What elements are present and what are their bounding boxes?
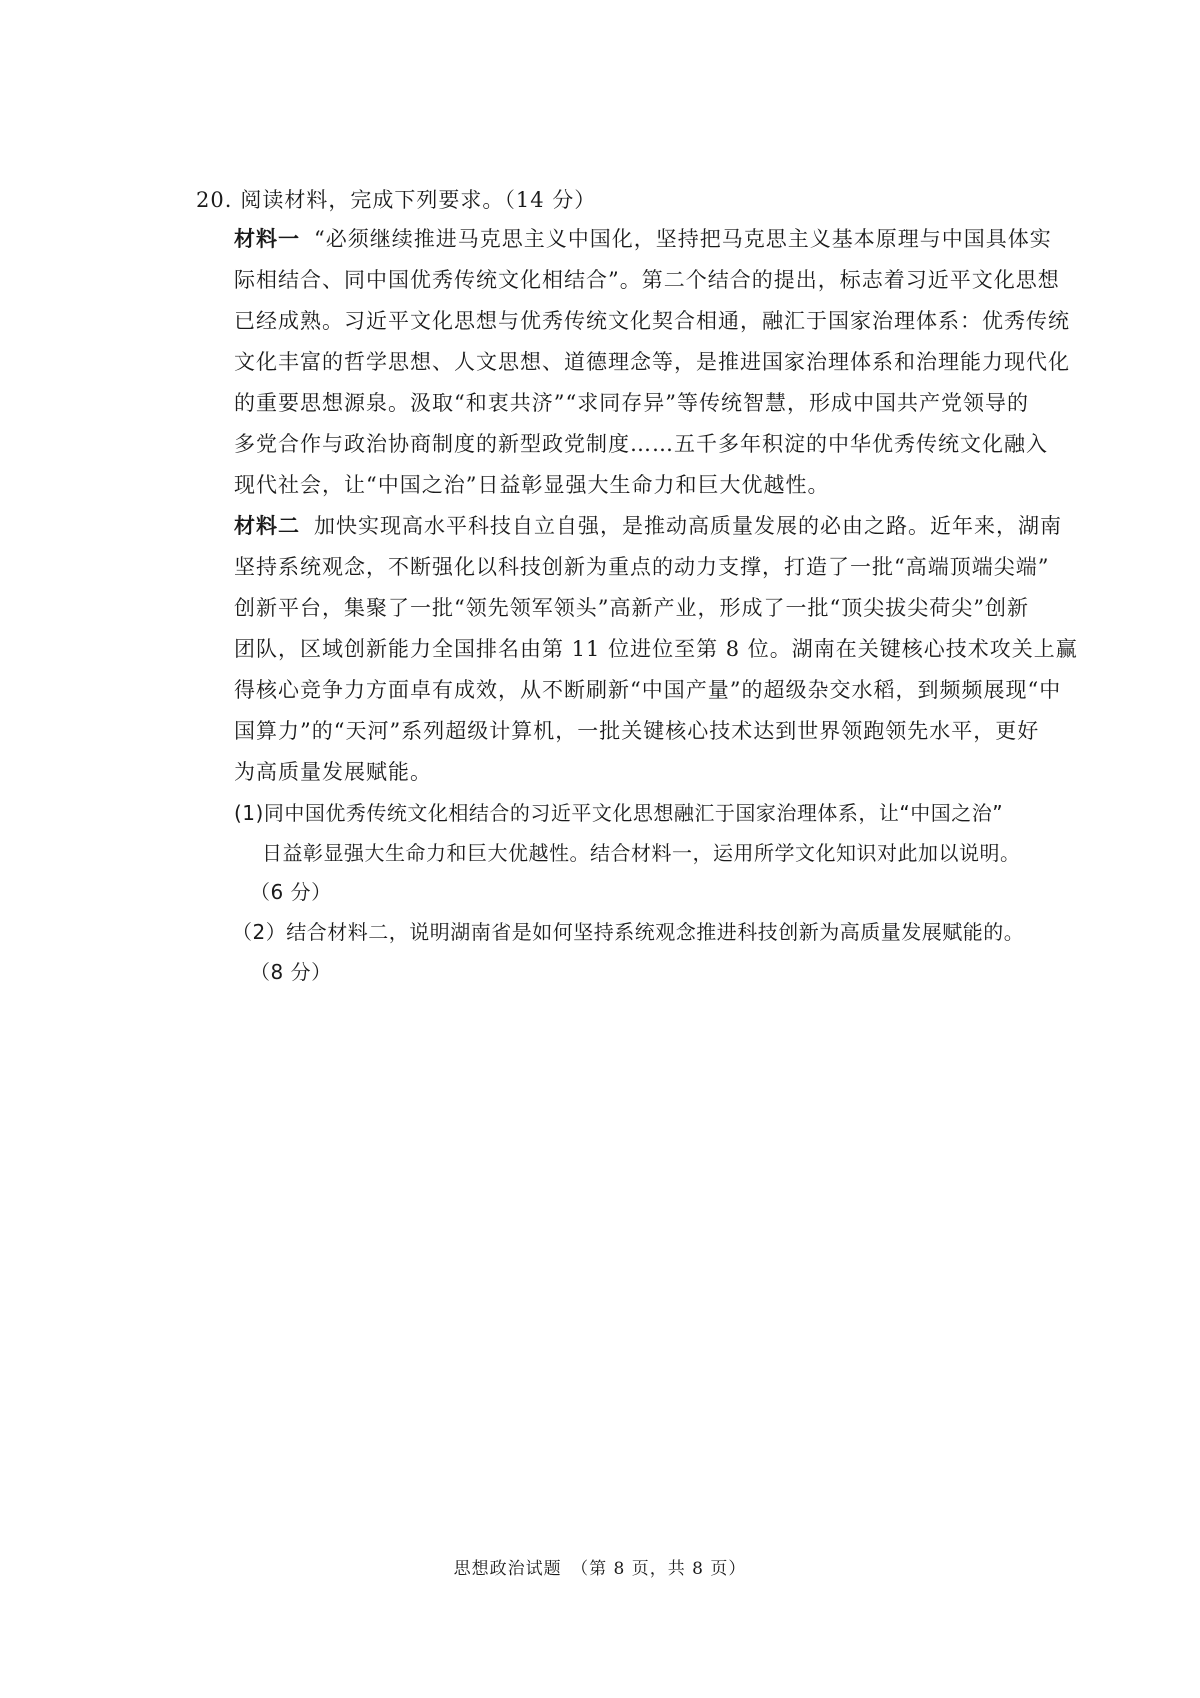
material1-label: 材料一 <box>234 227 300 251</box>
material2-line-5: 得核心竞争力方面卓有成效，从不断刷新“中国产量”的超级杂交水稻，到频频展现“中 <box>234 678 1062 702</box>
sub-question-2-points: （8 分） <box>250 960 332 984</box>
material2-line-2: 坚持系统观念，不断强化以科技创新为重点的动力支撑，打造了一批“高端顶端尖端” <box>234 555 1050 579</box>
material1-line-4: 文化丰富的哲学思想、人文思想、道德理念等，是推进国家治理体系和治理能力现代化 <box>234 350 1070 374</box>
material1-line-2: 际相结合、同中国优秀传统文化相结合”。第二个结合的提出，标志着习近平文化思想 <box>234 268 1060 292</box>
material1-line-3: 已经成熟。习近平文化思想与优秀传统文化契合相通，融汇于国家治理体系：优秀传统 <box>234 309 1070 333</box>
material1-line-5: 的重要思想源泉。汲取“和衷共济”“求同存异”等传统智慧，形成中国共产党领导的 <box>234 391 1029 415</box>
material1-line-6: 多党合作与政治协商制度的新型政党制度……五千多年积淀的中华优秀传统文化融入 <box>234 432 1048 456</box>
sub-question-1-points: （6 分） <box>250 880 332 904</box>
material2-line-3: 创新平台，集聚了一批“领先领军领头”高新产业，形成了一批“顶尖拔尖荷尖”创新 <box>234 596 1029 620</box>
page-footer: 思想政治试题 （第 8 页，共 8 页） <box>453 1559 747 1579</box>
sub-question-1-line-2: 日益彰显强大生命力和巨大优越性。结合材料一，运用所学文化知识对此加以说明。 <box>262 841 1021 865</box>
sub-question-2-line-1: （2）结合材料二，说明湖南省是如何坚持系统观念推进科技创新为高质量发展赋能的。 <box>232 920 1025 944</box>
sub-question-1-line-1: (1)同中国优秀传统文化相结合的习近平文化思想融汇于国家治理体系，让“中国之治” <box>234 801 1004 825</box>
material2-line-1 <box>234 511 1062 541</box>
question-instruction: 阅读材料，完成下列要求。（14 分） <box>240 188 597 212</box>
question-number: 20. <box>196 188 233 212</box>
material1-line-1 <box>234 224 1052 254</box>
question-header <box>196 185 596 215</box>
material1-text: “必须继续推进马克思主义中国化，坚持把马克思主义基本原理与中国具体实 <box>314 227 1052 251</box>
material2-line-6: 国算力”的“天河”系列超级计算机，一批关键核心技术达到世界领跑领先水平，更好 <box>234 719 1040 743</box>
material2-text: 加快实现高水平科技自立自强，是推动高质量发展的必由之路。近年来，湖南 <box>314 514 1062 538</box>
material2-line-7: 为高质量发展赋能。 <box>234 760 432 784</box>
material1-line-7: 现代社会，让“中国之治”日益彰显强大生命力和巨大优越性。 <box>234 473 830 497</box>
material2-line-4: 团队，区域创新能力全国排名由第 11 位进位至第 8 位。湖南在关键核心技术攻关上赢 <box>234 637 1078 661</box>
material2-label: 材料二 <box>234 514 300 538</box>
